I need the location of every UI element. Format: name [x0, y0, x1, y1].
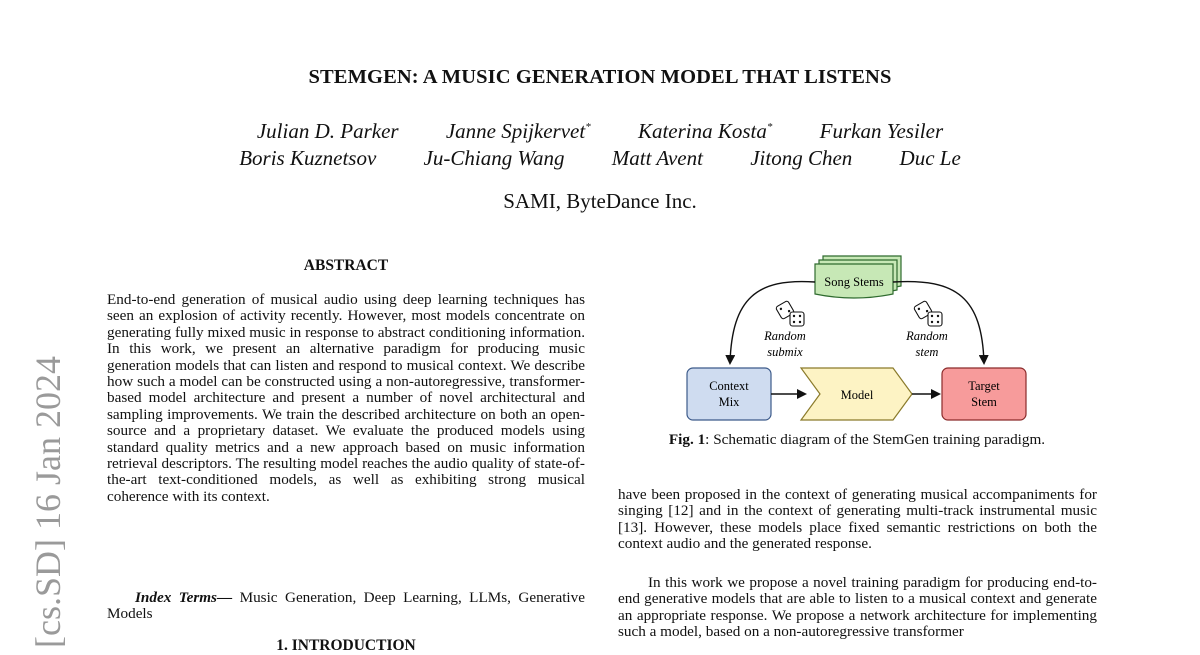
author-name: Ju-Chiang Wang	[423, 146, 565, 170]
figure-caption-text: : Schematic diagram of the StemGen training paradigm.	[705, 431, 1046, 448]
figure-caption-label: Fig. 1	[668, 431, 706, 448]
figure-caption	[617, 431, 1097, 449]
index-terms	[107, 590, 585, 623]
author-name: Janne Spijkervet*	[445, 119, 591, 143]
paragraph: have been proposed in the context of generating musical accompaniments for singing [12] and in the context of generating multi-track instrumental music [13]. However, these models place fixed semantic restrictions on both the context audio and the generated response.	[618, 486, 1097, 553]
dice-icon	[790, 312, 804, 326]
abstract-body: End-to-end generation of musical audio using deep learning techniques has seen an explosion of activity recently. However, most models concentrate on generating fully mixed music in response to abstract conditioning information. In this work, we present an alternative paradigm for producing music generation models that can listen and respond to musical context. We describe how such a model can be constructed using a non-autoregressive, transformer-based model architecture and present a number of novel architectural and sampling improvements. We train the described architecture on both an open-source and a proprietary dataset. We evaluate the produced models using standard quality metrics and a new approach based on music information retrieval descriptors. The resulting model reaches the audio quality of state-of-the-art text-conditioned models, as well as exhibiting strong musical coherence with its context.	[107, 291, 585, 505]
authors-row-2	[0, 146, 1200, 171]
model-label: Model	[840, 388, 874, 402]
authors-row-1	[0, 119, 1200, 144]
target-label-2: Stem	[971, 395, 997, 409]
random-submix-label-1: Random	[764, 329, 806, 343]
random-stem-label-1: Random	[906, 329, 948, 343]
author-name: Furkan Yesiler	[819, 119, 944, 143]
context-label-2: Mix	[718, 395, 740, 409]
author-name: Katerina Kosta*	[637, 119, 773, 143]
index-terms-label: Index Terms—	[135, 589, 233, 606]
author-name: Julian D. Parker	[256, 119, 399, 143]
paragraph: In this work we propose a novel training paradigm for producing end-to-end generative models that are able to listen to a musical context and generate an appropriate response. We propose a network architecture for implementing such a model, based on a non-autoregressive transformer	[618, 574, 1097, 641]
random-stem-label-2: stem	[915, 345, 939, 359]
target-label-1: Target	[968, 379, 1000, 393]
song-stems-node	[815, 256, 901, 298]
author-name: Matt Avent	[611, 146, 703, 170]
context-mix-node	[687, 368, 771, 420]
section-heading: 1. INTRODUCTION	[276, 637, 416, 654]
abstract-heading: ABSTRACT	[303, 257, 389, 274]
context-label-1: Context	[709, 379, 749, 393]
paper-title: STEMGEN: A MUSIC GENERATION MODEL THAT LISTENS	[308, 66, 892, 88]
arxiv-stamp: [cs.SD] 16 Jan 2024	[28, 356, 68, 648]
author-name: Duc Le	[899, 146, 961, 170]
author-name: Boris Kuznetsov	[239, 146, 377, 170]
model-node	[801, 368, 912, 420]
random-submix-label-2: submix	[767, 345, 803, 359]
song-stems-label: Song Stems	[824, 275, 884, 289]
training-paradigm-diagram	[617, 248, 1097, 428]
affiliation: SAMI, ByteDance Inc.	[503, 189, 697, 213]
target-stem-node	[942, 368, 1026, 420]
dice-icon	[928, 312, 942, 326]
author-name: Jitong Chen	[750, 146, 853, 170]
index-terms-text: Music Generation, Deep Learning, LLMs, Generative Models	[107, 589, 585, 623]
